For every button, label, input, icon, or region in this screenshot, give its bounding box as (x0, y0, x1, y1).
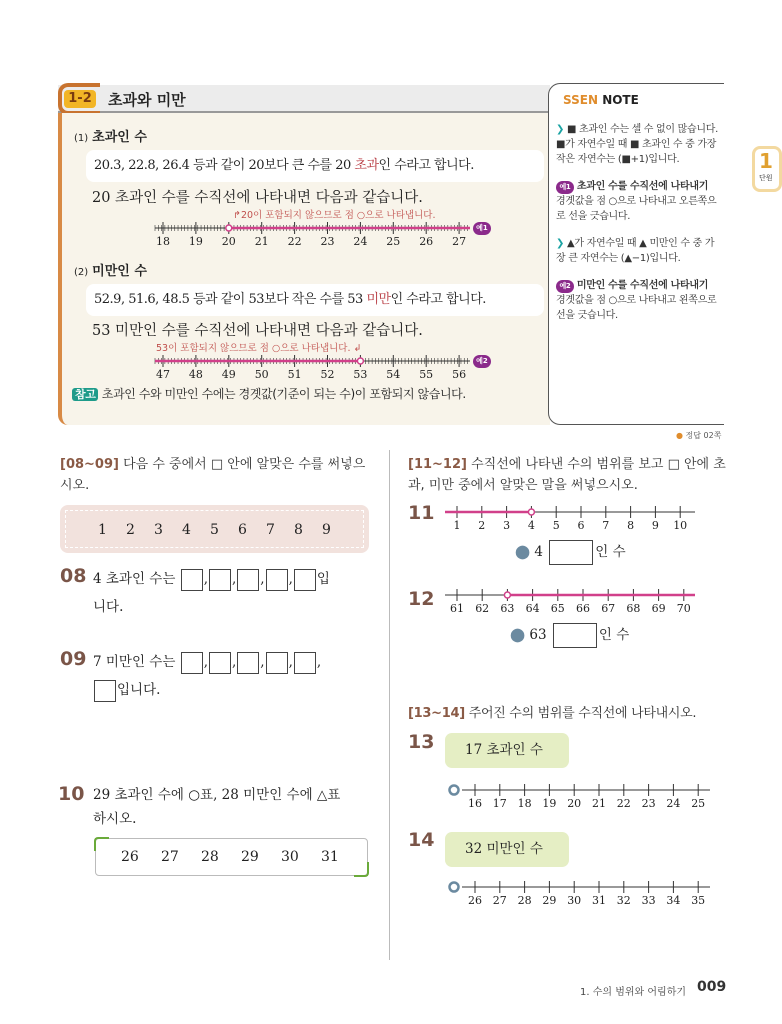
section-badge: 1-2 (64, 90, 96, 108)
tick-label: 61 (450, 602, 464, 615)
corner-accent (354, 862, 369, 877)
tick-label: 2 (478, 519, 486, 532)
open-point (504, 592, 510, 598)
tick-label: 30 (567, 894, 582, 907)
question-number: 09 (60, 648, 87, 670)
part1-description: 20 초과인 수를 수직선에 나타내면 다음과 같습니다. (92, 190, 423, 206)
note-item-2: 예1 초과인 수를 수직선에 나타내기 경곗값을 점 ○으로 나타내고 오른쪽으로 선을 긋습니다. (556, 181, 717, 222)
section-title: 초과와 미만 (108, 91, 186, 109)
chapter-side-tab[interactable]: 1 단원 (752, 146, 782, 192)
note-item-4: 예2 미만인 수를 수직선에 나타내기 경곗값을 점 ○으로 나타내고 왼쪽으로 선을 긋습니다. (556, 280, 717, 321)
tick-label: 22 (616, 797, 631, 810)
q11-12-instruction: [11~12] 수직선에 나타낸 수의 범위를 보고 □ 안에 초과, 미만 중에서 알맞은 말을 써넣으시오. (408, 457, 726, 493)
choice-number: 8 (294, 522, 303, 538)
choice-number: 3 (154, 522, 163, 538)
tick-label: 23 (320, 235, 335, 248)
annotation: ↱20이 포함되지 않으므로 점 ○으로 나타냅니다. (233, 210, 436, 221)
tick-label: 27 (492, 894, 507, 907)
tick-label: 51 (287, 368, 302, 381)
tick-label: 6 (577, 519, 585, 532)
tick-label: 22 (287, 235, 302, 248)
choice-number: 6 (238, 522, 247, 538)
number-item: 31 (321, 849, 339, 865)
tick-label: 32 (616, 894, 631, 907)
question-number: 13 (408, 731, 435, 753)
part2-description: 53 미만인 수를 수직선에 나타내면 다음과 같습니다. (92, 323, 423, 339)
tick-label: 66 (576, 602, 590, 615)
answer-blank[interactable] (266, 569, 288, 591)
tick-label: 53 (353, 368, 368, 381)
tick-label: 52 (320, 368, 335, 381)
start-marker-icon (450, 786, 459, 795)
question-number: 12 (408, 588, 435, 610)
tick-label: 68 (626, 602, 641, 615)
tick-label: 7 (602, 519, 610, 532)
tick-label: 49 (221, 368, 236, 381)
part1-heading: (1) 초과인 수 (74, 130, 147, 145)
number-item: 28 (201, 849, 219, 865)
answer-blank[interactable] (237, 652, 259, 674)
answer-blank[interactable] (237, 569, 259, 591)
q09-text: 7 미만인 수는 , , , , , 입니다. (93, 648, 383, 704)
tick-label: 48 (188, 368, 203, 381)
number-item: 26 (121, 849, 139, 865)
answer-blank[interactable] (553, 623, 597, 648)
page-number: 009 (697, 979, 727, 995)
example-badge: 예1 (556, 181, 574, 194)
tick-label: 17 (492, 797, 507, 810)
answer-blank[interactable] (209, 569, 231, 591)
column-divider (389, 450, 390, 960)
answer-blank[interactable] (209, 652, 231, 674)
tick-label: 18 (517, 797, 532, 810)
choice-number: 1 (98, 522, 107, 538)
q14-condition: 32 미만인 수 (445, 832, 569, 867)
tick-label: 20 (221, 235, 236, 248)
example-badge: 예1 (473, 222, 491, 235)
choice-number: 4 (182, 522, 191, 538)
tick-label: 19 (542, 797, 557, 810)
tick-label: 26 (468, 894, 482, 907)
tick-label: 33 (641, 894, 656, 907)
question-number: 11 (408, 502, 435, 524)
choice-number: 2 (126, 522, 135, 538)
part1-definition: 20.3, 22.8, 26.4 등과 같이 20보다 큰 수를 20 초과인 수라고 합니다. (86, 150, 544, 182)
answer-reference: ● 정답 02쪽 (676, 431, 722, 440)
tick-label: 62 (475, 602, 490, 615)
arrow-icon: ❯ (556, 124, 565, 135)
tick-label: 23 (641, 797, 656, 810)
q10-number-box (95, 838, 368, 876)
tick-label: 24 (353, 235, 368, 248)
q13-14-instruction: [13~14] 주어진 수의 범위를 수직선에 나타내시오. (408, 706, 697, 721)
choice-number: 5 (210, 522, 219, 538)
footer-chapter: 1. 수의 범위와 어림하기 (580, 987, 687, 998)
tick-label: 4 (527, 519, 535, 532)
arrow-icon: ❯ (556, 238, 565, 249)
tick-label: 64 (525, 602, 540, 615)
tick-label: 25 (386, 235, 401, 248)
answer-blank[interactable] (266, 652, 288, 674)
note-label: 참고 (72, 388, 98, 401)
number-choices-box (60, 505, 369, 553)
tick-label: 21 (592, 797, 606, 810)
tick-label: 67 (601, 602, 616, 615)
q08-text: 4 초과인 수는 , , , , 입 니다. (93, 565, 383, 621)
q11-answer: ⬤ 4 인 수 (515, 538, 626, 566)
tick-label: 16 (468, 797, 482, 810)
tick-label: 25 (691, 797, 706, 810)
number-item: 30 (281, 849, 299, 865)
number-item: 27 (161, 849, 179, 865)
tick-label: 29 (542, 894, 557, 907)
tick-label: 24 (666, 797, 681, 810)
tick-label: 34 (666, 894, 681, 907)
note-item-3: ❯ ▲가 자연수일 때 ▲ 미만인 수 중 가장 큰 자연수는 (▲−1)입니다. (556, 238, 715, 264)
tick-label: 31 (592, 894, 606, 907)
concept-note: 참고 초과인 수와 미만인 수에는 경곗값(기준이 되는 수)이 포함되지 않습니다. (72, 387, 544, 402)
answer-blank[interactable] (294, 569, 316, 591)
question-number: 10 (58, 783, 85, 805)
tick-label: 1 (453, 519, 461, 532)
tick-label: 56 (452, 368, 467, 381)
tick-label: 63 (500, 602, 515, 615)
tick-label: 5 (552, 519, 560, 532)
answer-blank[interactable] (549, 540, 593, 565)
tick-label: 21 (254, 235, 269, 248)
tick-label: 27 (452, 235, 467, 248)
tick-label: 10 (673, 519, 688, 532)
question-number: 08 (60, 565, 87, 587)
tick-label: 20 (567, 797, 582, 810)
corner-accent (94, 837, 109, 851)
tick-label: 70 (676, 602, 691, 615)
ssen-note-items (556, 122, 722, 323)
choice-number: 7 (266, 522, 275, 538)
ssen-note-title: SSEN NOTE (563, 93, 639, 107)
tick-label: 8 (627, 519, 635, 532)
tick-label: 54 (386, 368, 401, 381)
open-point (528, 509, 534, 515)
choice-number: 9 (322, 522, 331, 538)
q13-condition: 17 초과인 수 (445, 733, 569, 768)
tick-label: 18 (156, 235, 170, 248)
note-item-1: ❯ ■ 초과인 수는 셀 수 없이 많습니다. ■가 자연수일 때 ■ 초과인 수 중 가장 작은 자연수는 (■+1)입니다. (556, 124, 718, 165)
part2-heading: (2) 미만인 수 (74, 264, 147, 279)
answer-blank[interactable] (94, 680, 116, 702)
example-badge: 예2 (473, 355, 491, 368)
tick-label: 3 (503, 519, 511, 532)
tick-label: 19 (188, 235, 203, 248)
q12-answer: ⬤ 63 인 수 (510, 621, 629, 649)
answer-blank[interactable] (181, 569, 203, 591)
answer-blank[interactable] (181, 652, 203, 674)
question-number: 14 (408, 829, 435, 851)
tick-label: 35 (691, 894, 706, 907)
number-item: 29 (241, 849, 259, 865)
tick-label: 47 (156, 368, 170, 381)
tick-label: 55 (419, 368, 434, 381)
answer-blank[interactable] (294, 652, 316, 674)
part2-definition: 52.9, 51.6, 48.5 등과 같이 53보다 작은 수를 53 미만인 수라고 합니다. (86, 284, 544, 316)
q08-09-instruction: [08~09] 다음 수 중에서 □ 안에 알맞은 수를 써넣으시오. (60, 457, 366, 493)
example-badge: 예2 (556, 280, 574, 293)
annotation: 53이 포함되지 않으므로 점 ○으로 나타냅니다. ↲ (156, 343, 362, 354)
tick-label: 28 (517, 894, 532, 907)
tick-label: 50 (254, 368, 269, 381)
tick-label: 69 (651, 602, 666, 615)
tick-label: 65 (550, 602, 565, 615)
tick-label: 9 (651, 519, 659, 532)
q10-text: 29 초과인 수에 ○표, 28 미만인 수에 △표 하시오. (93, 787, 341, 827)
tick-label: 26 (419, 235, 434, 248)
start-marker-icon (450, 883, 459, 892)
